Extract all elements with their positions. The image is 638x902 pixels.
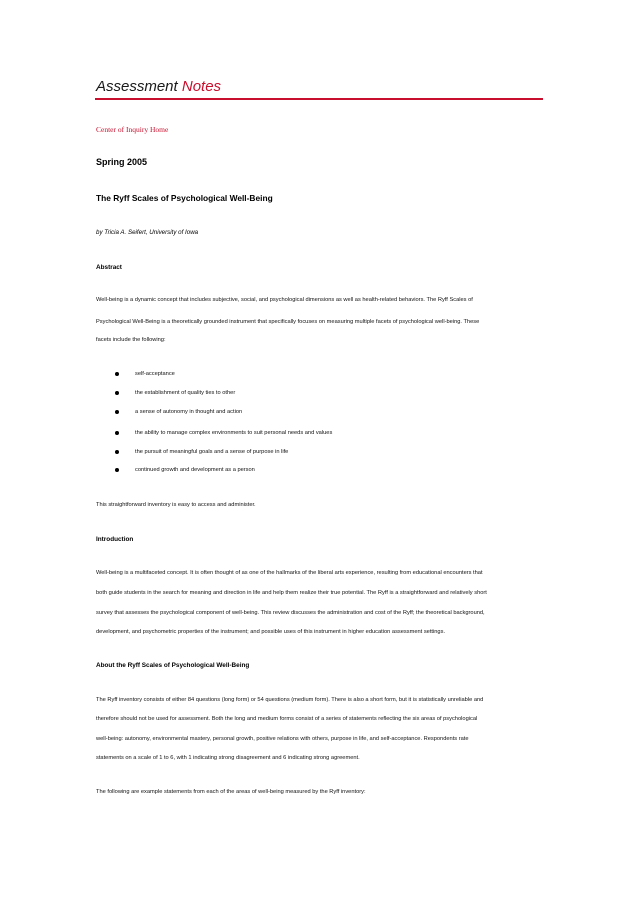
- abstract-heading: Abstract: [96, 264, 122, 271]
- introduction-line: development, and psychometric properties of the instrument; and possible uses of this instrument in higher education assessment settings.: [96, 629, 446, 635]
- abstract-line: Well-being is a dynamic concept that includes subjective, social, and psychological dimensions as well as health-related behaviors. The Ryff Scales of: [96, 297, 473, 303]
- about-line: statements on a scale of 1 to 6, with 1 indicating strong disagreement and 6 indicating strong agreement.: [96, 755, 360, 761]
- introduction-line: both guide students in the search for meaning and direction in life and help them realize their true potential. The Ryff is a straightforward and relatively short: [96, 590, 487, 596]
- list-item: a sense of autonomy in thought and action: [135, 409, 243, 415]
- introduction-line: Well-being is a multifaceted concept. It is often thought of as one of the hallmarks of the liberal arts experience, resulting from educational encounters that: [96, 570, 483, 576]
- masthead-word-1: Assessment: [96, 78, 178, 95]
- about-line: well-being: autonomy, environmental mastery, personal growth, positive relations with others, purpose in life, and self-acceptance. Respondents rate: [96, 736, 469, 742]
- list-item: the establishment of quality ties to other: [135, 390, 236, 396]
- masthead-rule: [95, 98, 543, 100]
- abstract-line: facets include the following:: [96, 337, 166, 343]
- list-item: the ability to manage complex environments to suit personal needs and values: [135, 430, 333, 436]
- abstract-line: Psychological Well-Being is a theoretically grounded instrument that specifically focuses on measuring multiple facets of psychological well-being. These: [96, 319, 480, 325]
- introduction-heading: Introduction: [96, 536, 134, 543]
- masthead-word-2: Notes: [181, 78, 222, 95]
- issue-heading: Spring 2005: [96, 157, 148, 167]
- masthead: [96, 78, 221, 95]
- list-item: the pursuit of meaningful goals and a sense of purpose in life: [135, 449, 289, 455]
- bullet-icon: [115, 450, 119, 454]
- about-followup: The following are example statements from each of the areas of well-being measured by the Ryff inventory:: [96, 789, 366, 795]
- bullet-icon: [115, 468, 119, 472]
- list-item: self-acceptance: [135, 371, 175, 377]
- article-title: The Ryff Scales of Psychological Well-Being: [96, 193, 273, 203]
- bullet-icon: [115, 431, 119, 435]
- bullet-icon: [115, 410, 119, 414]
- abstract-closing: This straightforward inventory is easy to access and administer.: [96, 502, 256, 508]
- bullet-icon: [115, 372, 119, 376]
- list-item: continued growth and development as a person: [135, 467, 255, 473]
- byline: by Tricia A. Seifert, University of Iowa: [96, 229, 199, 236]
- introduction-line: survey that assesses the psychological component of well-being. This review discusses the administration and cost of the Ryff; the theoretical background,: [96, 610, 485, 616]
- home-link[interactable]: Center of Inquiry Home: [96, 125, 169, 134]
- about-heading: About the Ryff Scales of Psychological Well-Being: [96, 662, 250, 669]
- bullet-icon: [115, 391, 119, 395]
- about-line: The Ryff inventory consists of either 84 questions (long form) or 54 questions (medium form). There is also a short form, but it is statistically unreliable and: [96, 697, 484, 703]
- about-line: therefore should not be used for assessment. Both the long and medium forms consist of a series of statements reflecting the six areas of psychological: [96, 716, 478, 722]
